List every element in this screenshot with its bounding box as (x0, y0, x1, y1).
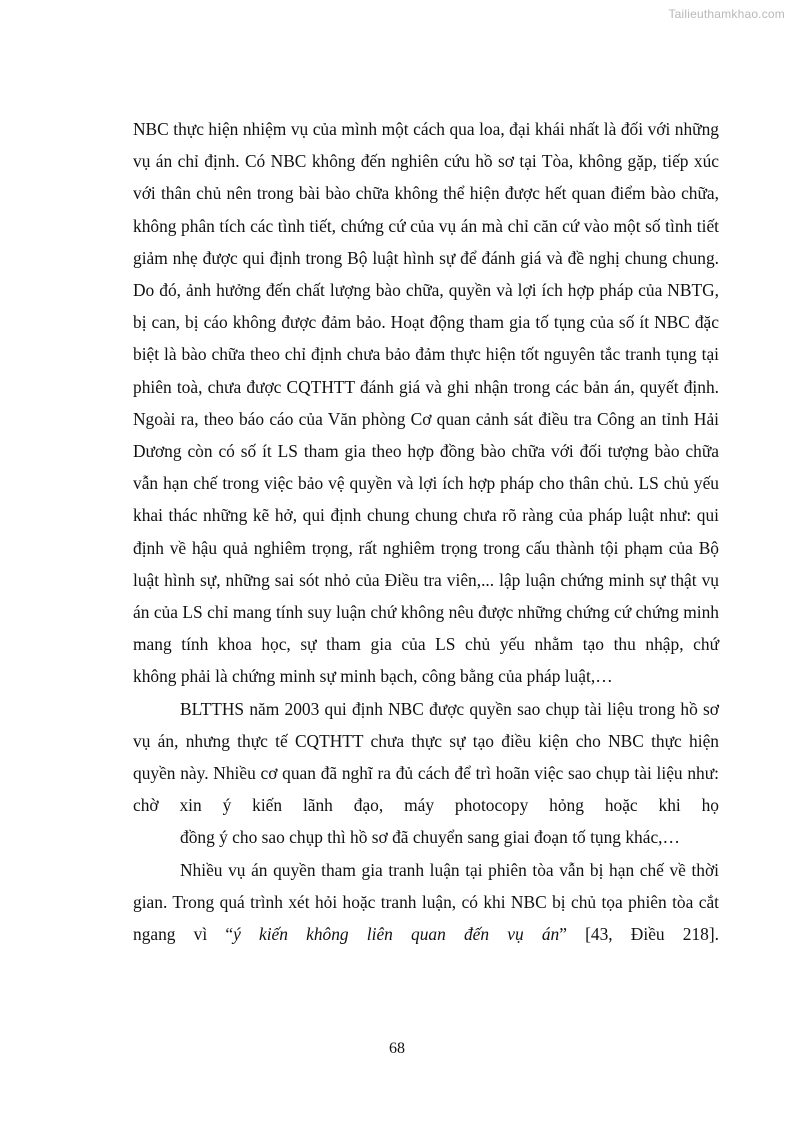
paragraph-3-quote: ý kiến không liên quan đến vụ án (233, 924, 560, 945)
paragraph-2-text: BLTTHS năm 2003 qui định NBC được quyền sao chụp tài liệu trong hồ sơ vụ án, nhưng thực tế CQTHTT chưa thực sự tạo điều kiện cho NBC thực hiện quyền này. Nhiều cơ quan đã nghĩ ra đủ cách để trì hoãn việc sao chụp tài liệu như: chờ xin ý kiến lãnh đạo, máy photocopy hỏng hoặc khi họ (133, 698, 719, 816)
paragraph-3-text: Nhiều vụ án quyền tham gia tranh luận tại phiên tòa vẫn bị hạn chế về thời gian. Trong quá trình xét hỏi hoặc tranh luận, có khi NBC bị chủ tọa phiên tòa cắt ngang vì “ (133, 859, 719, 945)
paragraph-3-citation: ” [43, Điều 218]. (559, 924, 719, 945)
paragraph-1-text: NBC thực hiện nhiệm vụ của mình một cách qua loa, đại khái nhất là đối với những vụ án chỉ định. Có NBC không đến nghiên cứu hồ sơ tại Tòa, không gặp, tiếp xúc với thân chủ nên trong bài bào chữa không thể hiện được hết quan điểm bào chữa, không phân tích các tình tiết, chứng cứ của vụ án mà chỉ căn cứ vào một số tình tiết giảm nhẹ được qui định trong Bộ luật hình sự để đánh giá và đề nghị chung chung. Do đó, ảnh hưởng đến chất lượng bào chữa, quyền và lợi ích hợp pháp của NBTG, bị can, bị cáo không được đảm bảo. Hoạt động tham gia tố tụng của số ít NBC đặc biệt là bào chữa theo chỉ định chưa bảo đảm thực hiện tốt nguyên tắc tranh tụng tại phiên toà, chưa được CQTHTT đánh giá và ghi nhận trong các bản án, quyết định. Ngoài ra, theo báo cáo của Văn phòng Cơ quan cảnh sát điều tra Công an tỉnh Hải Dương còn có số ít LS tham gia theo hợp đồng bào chữa với đối tượng bào chữa vẫn hạn chế trong việc bảo vệ quyền và lợi ích hợp pháp cho thân chủ. LS chủ yếu khai thác những kẽ hở, qui định chung chung chưa rõ ràng của pháp luật như: qui định về hậu quả nghiêm trọng, rất nghiêm trọng trong cấu thành tội phạm của Bộ luật hình sự, những sai sót nhỏ của Điều tra viên,... lập luận chứng minh sự thật vụ án của LS chỉ mang tính suy luận chứ không nêu được những chứng cứ chứng minh mang tính khoa học, sự tham gia của LS chủ yếu nhằm tạo thu nhập, chứ (133, 119, 719, 655)
paragraph-1 (133, 113, 719, 693)
paragraph-2 (133, 693, 719, 854)
page-number: 68 (389, 1040, 405, 1057)
paragraph-2-last-line: đồng ý cho sao chụp thì hồ sơ đã chuyển sang giai đoạn tố tụng khác,… (180, 827, 680, 848)
paragraph-3 (133, 854, 719, 951)
watermark-text: Tailieuthamkhao.com (668, 7, 785, 21)
document-body (133, 113, 719, 950)
paragraph-1-last-line: không phải là chứng minh sự minh bạch, công bằng của pháp luật,… (133, 666, 613, 687)
